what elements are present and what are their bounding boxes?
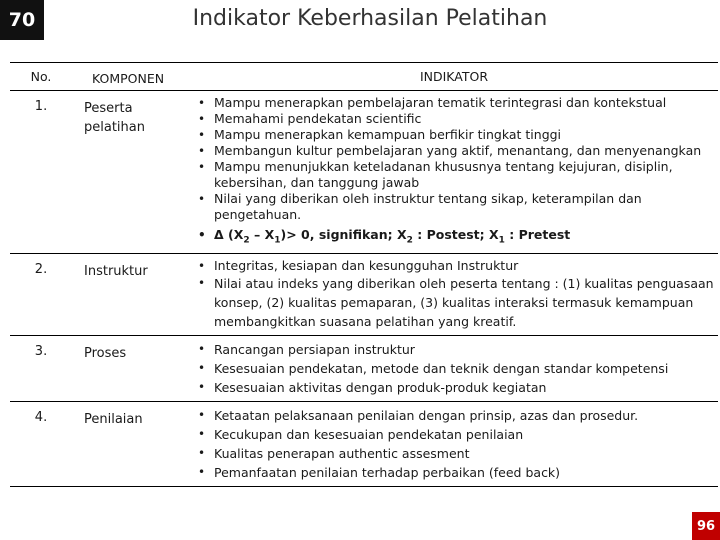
- list-item: • Ketaatan pelaksanaan penilaian dengan prinsip, azas dan prosedur.: [190, 406, 714, 425]
- header-indikator: INDIKATOR: [419, 69, 489, 84]
- row-komponen: Instruktur: [84, 263, 148, 279]
- row-number: 1.: [34, 99, 48, 114]
- row-komponen: Peserta pelatihan: [84, 101, 145, 135]
- list-item: • Mampu menerapkan pembelajaran tematik terintegrasi dan kontekstual: [190, 95, 714, 111]
- significance-formula: • Δ $(X_2 - X_1)> 0$, signifikan; $X_2$ : Postest; $X_1$ : Pretest: [190, 227, 714, 249]
- list-item: • Nilai atau indeks yang diberikan oleh peserta tentang : (1) kualitas penguasaan konsep, (2) kualitas pemaparan, (3) kualitas interaksi termasuk kemampuan membangkitkan suasana pelatihan yang kreatif.: [190, 274, 714, 331]
- row-indikator: [190, 402, 718, 486]
- list-item: • Kualitas penerapan authentic assesment: [190, 444, 714, 463]
- row-indikator: [190, 91, 718, 253]
- table-row: [10, 91, 718, 254]
- row-number: 3.: [34, 343, 48, 359]
- list-item: • Integritas, kesiapan dan kesungguhan Instruktur: [190, 258, 714, 274]
- list-item: • Rancangan persiapan instruktur: [190, 340, 714, 359]
- page-title: Indikator Keberhasilan Pelatihan: [192, 6, 548, 31]
- row-number: 4.: [34, 409, 48, 425]
- list-item: • Kecukupan dan kesesuaian pendekatan penilaian: [190, 425, 714, 444]
- table-row: [10, 336, 718, 402]
- list-item: • Pemanfaatan penilaian terhadap perbaikan (feed back): [190, 463, 714, 482]
- indicator-table: [10, 62, 718, 487]
- list-item: • Memahami pendekatan scientific: [190, 111, 714, 127]
- table-row: [10, 402, 718, 486]
- header-komponen: KOMPONEN: [92, 71, 165, 86]
- header-no: No.: [30, 69, 52, 84]
- row-komponen: Penilaian: [84, 411, 143, 427]
- row-komponen: Proses: [84, 345, 127, 361]
- row-indikator: [190, 254, 718, 335]
- slide-number-badge: 70: [0, 0, 44, 40]
- page-number: 96: [692, 512, 720, 540]
- table-row: [10, 254, 718, 336]
- row-number: 2.: [34, 261, 48, 277]
- list-item: • Kesesuaian pendekatan, metode dan teknik dengan standar kompetensi: [190, 359, 714, 378]
- row-indikator: [190, 336, 718, 401]
- list-item: • Mampu menunjukkan keteladanan khususnya tentang kejujuran, disiplin, kebersihan, dan tanggung jawab: [190, 159, 714, 191]
- table-header-row: [10, 63, 718, 91]
- list-item: • Kesesuaian aktivitas dengan produk-produk kegiatan: [190, 378, 714, 397]
- list-item: • Nilai yang diberikan oleh instruktur tentang sikap, keterampilan dan pengetahuan.: [190, 191, 714, 223]
- list-item: • Membangun kultur pembelajaran yang aktif, menantang, dan menyenangkan: [190, 143, 714, 159]
- list-item: • Mampu menerapkan kemampuan berfikir tingkat tinggi: [190, 127, 714, 143]
